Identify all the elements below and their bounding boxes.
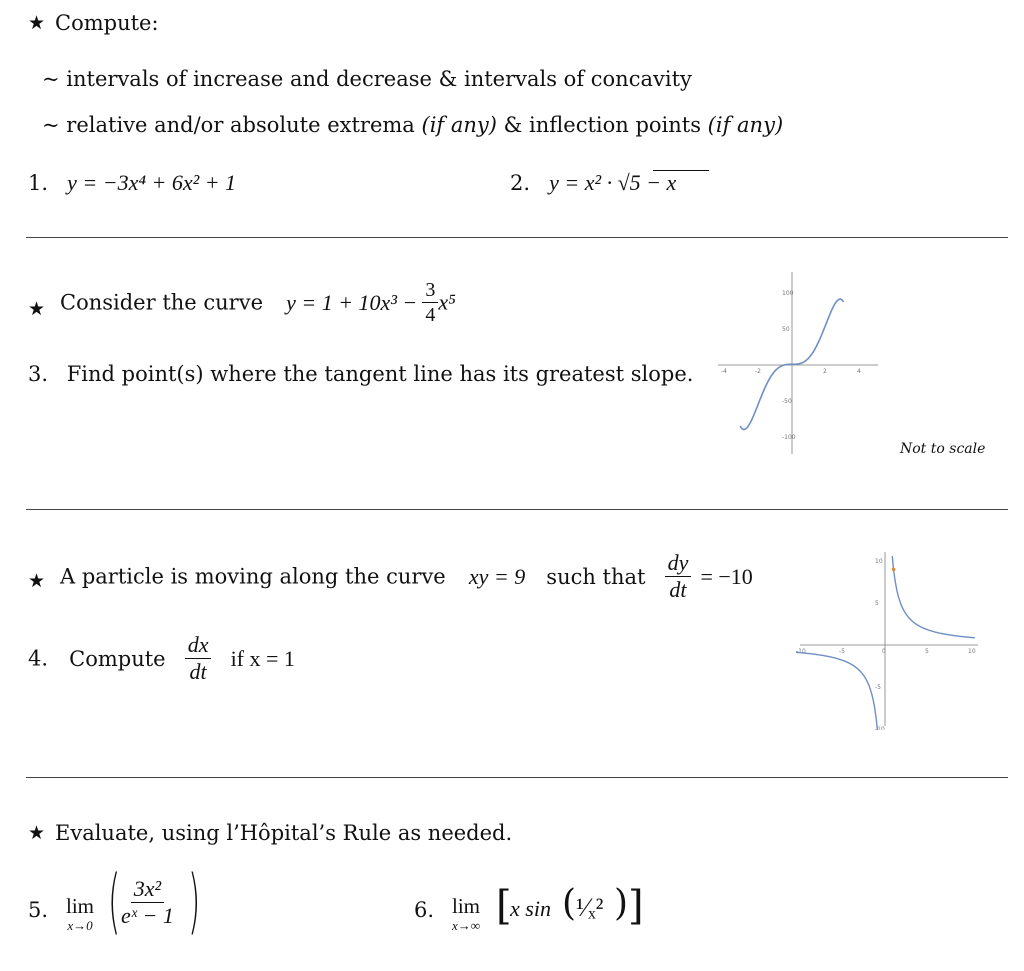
x-tick-label: -2 (755, 368, 761, 375)
limit-word: lim (452, 894, 481, 918)
section-title-compute: Compute: (55, 11, 159, 35)
limit-5-fraction (118, 878, 177, 927)
limit-6-expression: x sin (510, 896, 551, 921)
x-tick-label: -5 (839, 648, 845, 655)
limit-subscript: x→0 (67, 918, 93, 933)
hyperbola-right-branch (892, 556, 975, 638)
x-tick-label: -10 (796, 648, 806, 655)
problem-number: 3. (28, 362, 49, 386)
curve-equation-prefix: y = 1 + 10x³ − (286, 289, 418, 315)
particle-statement (60, 552, 753, 601)
compute-item-increase-concavity (42, 67, 692, 91)
graph-note: Not to scale (900, 441, 986, 457)
problem-number: 1. (28, 171, 49, 195)
left-bracket: [ (496, 883, 512, 929)
right-paren: ) (188, 860, 201, 942)
compute-item-extrema-inflection (42, 113, 783, 137)
bullet-star-icon: ★ (28, 12, 46, 34)
fraction-numerator: dx (185, 634, 212, 659)
fraction-numerator: dy (665, 552, 692, 577)
y-tick-label: 50 (782, 326, 790, 333)
problem-number: 2. (510, 171, 531, 195)
section-title-limits: Evaluate, using l’Hôpital’s Rule as needed. (55, 821, 513, 845)
y-tick-label: 100 (782, 290, 794, 297)
problem-1-expression: y = −3x⁴ + 6x² + 1 (67, 170, 237, 195)
y-tick-label: -50 (782, 398, 792, 405)
hyperbola-graph (796, 548, 982, 730)
y-tick-label: -10 (875, 726, 885, 730)
y-tick-label: 5 (875, 600, 879, 607)
fraction-numerator (131, 878, 164, 903)
right-bracket: ] (628, 883, 644, 929)
compute-item-text: & inflection points (496, 113, 708, 137)
particle-point-marker (892, 568, 896, 572)
rate-fraction (665, 552, 692, 601)
limit-operator (452, 896, 480, 932)
problem-3-text: Find point(s) where the tangent line has its greatest slope. (66, 362, 694, 386)
problem-4-condition: if x = 1 (230, 645, 295, 671)
curve-fraction (422, 280, 438, 325)
x-tick-label: 10 (968, 648, 976, 655)
fraction-denominator: 4 (425, 304, 436, 326)
y-tick-label: -100 (782, 434, 796, 441)
inner-left-paren: ( (562, 883, 577, 924)
problem-2 (510, 170, 676, 196)
x-tick-label: 2 (823, 368, 827, 375)
limit-operator (66, 896, 94, 932)
x-tick-label: 4 (857, 368, 861, 375)
ask-fraction (185, 634, 212, 683)
bullet-star-icon: ★ (28, 298, 46, 320)
x-tick-label: -4 (721, 368, 727, 375)
limit-subscript: x→∞ (452, 918, 481, 933)
section-divider (26, 777, 1008, 778)
problem-number: 5. (28, 898, 49, 922)
limit-word: lim (66, 894, 95, 918)
curve-graph (712, 266, 882, 460)
compute-word: Compute (69, 646, 166, 671)
problem-4 (28, 634, 295, 683)
compute-item-qualifier: (if any) (707, 113, 784, 137)
such-that-text: such that (546, 564, 646, 589)
problem-1 (28, 170, 236, 196)
problem-3 (28, 362, 693, 386)
tilde-marker: ~ (42, 113, 60, 137)
compute-item-text: relative and/or absolute extrema (66, 113, 422, 137)
bullet-star-icon: ★ (28, 822, 46, 844)
compute-item-qualifier: (if any) (421, 113, 497, 137)
inner-right-paren: ) (614, 883, 629, 924)
particle-curve-equation: xy = 9 (468, 563, 526, 589)
compute-item-text: intervals of increase and decrease & intervals of concavity (66, 67, 692, 91)
fraction-denominator: dt (189, 659, 207, 684)
fraction-numerator: 3 (422, 280, 438, 303)
rate-value: = −10 (700, 563, 753, 589)
bullet-star-icon: ★ (28, 570, 46, 592)
curve-equation-suffix: x⁵ (438, 289, 456, 315)
x-tick-label: 0 (882, 648, 886, 655)
fraction-denominator: eˣ − 1 (121, 903, 174, 928)
particle-intro: A particle is moving along the curve (60, 564, 446, 589)
section-divider (26, 237, 1008, 238)
problem-number: 6. (414, 898, 435, 922)
curve-statement (60, 280, 456, 325)
section-divider (26, 509, 1008, 510)
fraction-denominator: dt (669, 577, 687, 602)
y-tick-label: 10 (875, 558, 883, 565)
left-paren: ( (108, 860, 121, 942)
hyperbola-left-branch (796, 652, 878, 730)
tilde-marker: ~ (42, 67, 60, 91)
problem-number: 4. (28, 646, 49, 671)
problem-2-expression: y = x² · √5 − x (549, 170, 677, 195)
radical-overline (653, 170, 709, 171)
curve-intro: Consider the curve (60, 290, 263, 315)
limit-6-argument: ¹⁄ₓ² (576, 893, 604, 922)
y-tick-label: -5 (875, 684, 881, 691)
x-tick-label: 5 (925, 648, 929, 655)
limit-5-frac (118, 878, 177, 927)
numerator-text: 3x² (133, 876, 162, 901)
